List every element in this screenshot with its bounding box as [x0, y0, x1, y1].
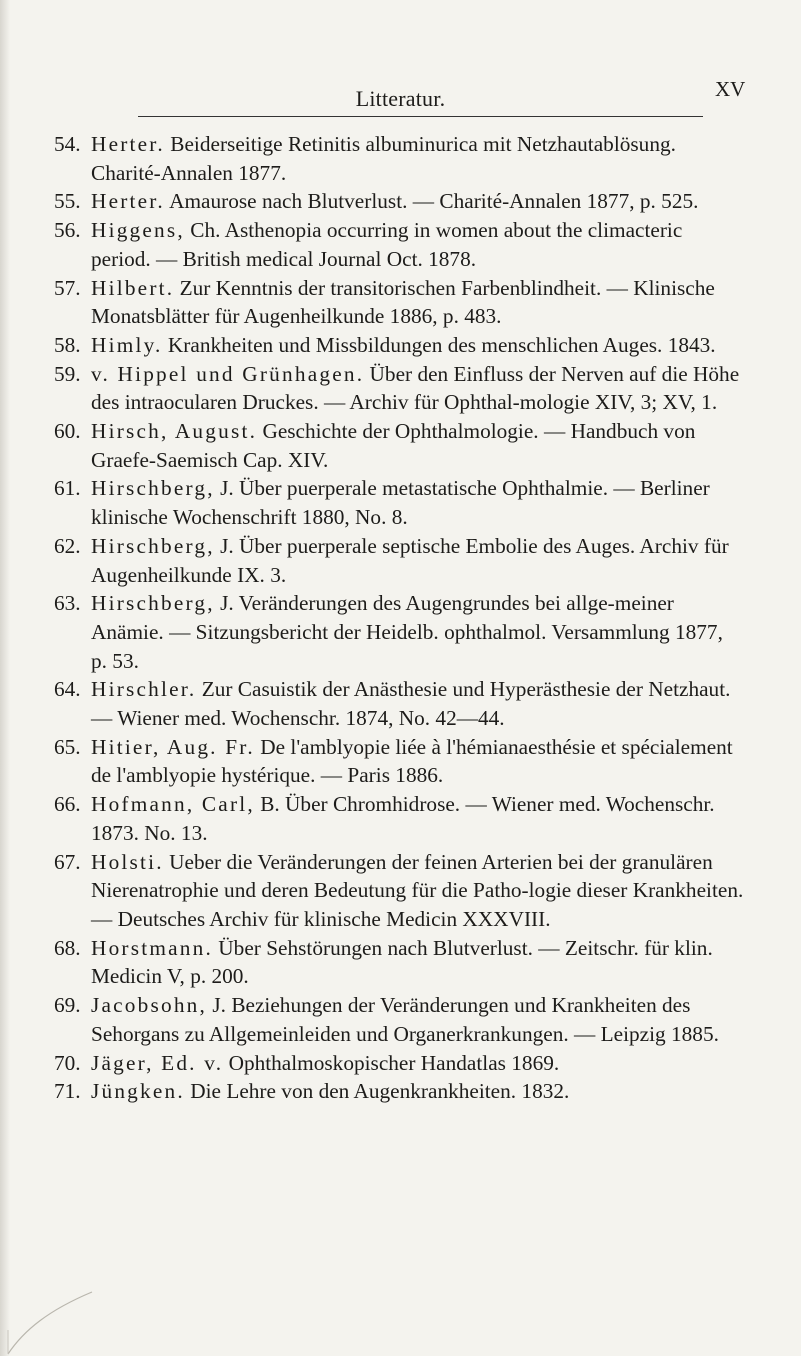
bibliography-entry [54, 187, 744, 216]
bibliography-entry [54, 934, 744, 991]
entry-number: 57. [54, 275, 81, 300]
entry-number: 65. [54, 734, 81, 759]
entry-number: 63. [54, 591, 81, 616]
bibliography-entry [54, 675, 744, 732]
entry-text: De l'amblyopie liée à l'hémianaesthésie et spécialement de l'amblyopie hystérique. — Paris 1886. [91, 734, 733, 788]
entry-number: 59. [54, 361, 81, 386]
entry-text: Ch. Asthenopia occurring in women about the climacteric period. — British medical Journal Oct. 1878. [91, 218, 683, 271]
entry-author: Hirschberg, [91, 476, 215, 501]
page-number: XV [715, 77, 746, 101]
entry-author: Herter. [91, 132, 165, 156]
bibliography-entry [54, 474, 744, 531]
entry-number: 66. [54, 792, 81, 817]
bibliography-entry [54, 130, 744, 187]
page-corner-pencil-mark [4, 1270, 124, 1356]
entry-text: Ophthalmoskopischer Handatlas 1869. [228, 1050, 560, 1075]
entry-text: Amaurose nach Blutverlust. — Charité-Annalen 1877, p. 525. [169, 189, 699, 214]
entry-author: Hilbert. [91, 275, 175, 300]
entry-author: v. Hippel und Grünhagen. [91, 361, 365, 386]
entry-author: Jüngken. [91, 1079, 185, 1104]
entry-number: 58. [54, 332, 81, 357]
entry-text: Beiderseitige Retinitis albuminurica mit Netzhautablösung. Charité-Annalen 1877. [91, 132, 676, 185]
entry-author: Hirschler. [91, 677, 197, 702]
entry-number: 71. [54, 1079, 81, 1104]
entry-number: 64. [54, 677, 81, 702]
entry-text: Zur Casuistik der Anästhesie und Hyperästhesie der Netzhaut. — Wiener med. Wochenschr. 1874, No. 42—44. [91, 677, 731, 731]
entry-text: Krankheiten und Missbildungen des menschlichen Auges. 1843. [167, 332, 716, 357]
entry-author: Hitier, Aug. Fr. [91, 734, 255, 759]
entry-number: 67. [54, 849, 81, 874]
bibliography-entry [54, 848, 744, 934]
bibliography-entry [54, 360, 744, 417]
bibliography-entry [54, 532, 744, 589]
entry-author: Hofmann, Carl, [91, 792, 255, 817]
entry-author: Hirschberg, [91, 591, 215, 616]
entry-text: J. Über puerperale metastatische Ophthalmie. — Berliner klinische Wochenschrift 1880, No. 8. [91, 476, 710, 530]
bibliography-entry [54, 417, 744, 474]
entry-author: Higgens, [91, 218, 185, 243]
page-edge-shadow [0, 0, 10, 1356]
entry-number: 61. [54, 476, 81, 501]
bibliography-entry [54, 216, 744, 273]
entry-number: 69. [54, 993, 81, 1018]
bibliography-entry [54, 991, 744, 1048]
bibliography-entry [54, 589, 744, 675]
entry-number: 68. [54, 935, 81, 960]
entry-number: 56. [54, 218, 81, 243]
bibliography-entry [54, 274, 744, 331]
entry-number: 55. [54, 189, 81, 214]
entry-text: Geschichte der Ophthalmologie. — Handbuch von Graefe-Saemisch Cap. XIV. [91, 419, 696, 472]
entry-text: Über Sehstörungen nach Blutverlust. — Zeitschr. für klin. Medicin V, p. 200. [91, 935, 713, 989]
entry-text: Zur Kenntnis der transitorischen Farbenblindheit. — Klinische Monatsblätter für Augenheilkunde 1886, p. 483. [91, 275, 715, 329]
entry-number: 54. [54, 132, 81, 156]
bibliography-entry [54, 790, 744, 847]
entry-author: Hirschberg, [91, 533, 215, 558]
bibliography-entry [54, 331, 744, 360]
running-header-title: Litteratur. [355, 86, 446, 111]
header-rule [138, 116, 703, 117]
entry-number: 62. [54, 533, 81, 558]
bibliography-entry [54, 1077, 744, 1106]
entry-number: 70. [54, 1050, 81, 1075]
entry-text: J. Veränderungen des Augengrundes bei allge-meiner Anämie. — Sitzungsbericht der Heidelb. ophthalmol. Versammlung 1877, p. 53. [91, 591, 723, 673]
bibliography-entry [54, 733, 744, 790]
entry-text: J. Beziehungen der Veränderungen und Krankheiten des Sehorgans zu Allgemeinleiden und Organerkrankungen. — Leipzig 1885. [91, 993, 719, 1046]
entry-text: Über den Einfluss der Nerven auf die Höhe des intraocularen Druckes. — Archiv für Ophthal-mologie XIV, 3; XV, 1. [91, 361, 740, 415]
bibliography-list [54, 130, 744, 1106]
entry-author: Holsti. [91, 849, 164, 874]
bibliography-entry [54, 1049, 744, 1078]
entry-author: Horstmann. [91, 935, 213, 960]
entry-author: Hirsch, August. [91, 419, 258, 444]
entry-text: Ueber die Veränderungen der feinen Arterien bei der granulären Nierenatrophie und deren Bedeutung für die Patho-logie dieser Krankheiten. — Deutsches Archiv für klinische Medicin XXXVIII. [91, 849, 744, 931]
entry-author: Jäger, Ed. v. [91, 1050, 224, 1075]
entry-author: Himly. [91, 332, 163, 357]
entry-text: Die Lehre von den Augenkrankheiten. 1832. [190, 1079, 570, 1104]
entry-text: J. Über puerperale septische Embolie des Auges. Archiv für Augenheilkunde IX. 3. [91, 533, 729, 587]
entry-number: 60. [54, 419, 81, 444]
entry-text: B. Über Chromhidrose. — Wiener med. Wochenschr. 1873. No. 13. [91, 792, 715, 845]
entry-author: Herter. [91, 189, 165, 214]
entry-author: Jacobsohn, [91, 993, 208, 1018]
